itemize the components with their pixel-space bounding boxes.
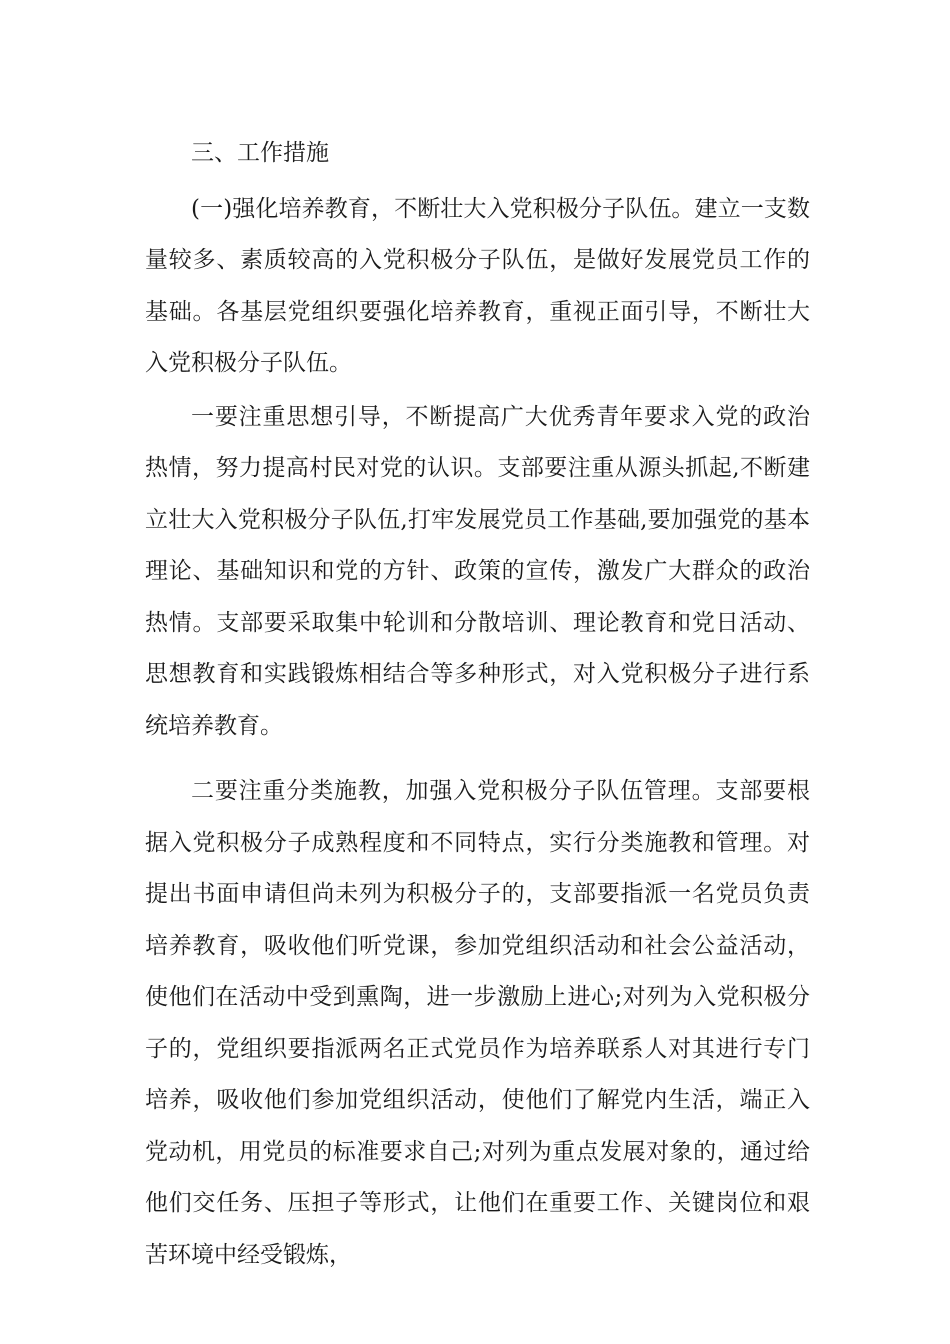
section-heading: 三、工作措施 [191,140,329,166]
paragraph-classified-education: 二要注重分类施教，加强入党积极分子队伍管理。支部要根据入党积极分子成熟程度和不同特点，实行分类施教和管理。对提出书面申请但尚未列为积极分子的，支部要指派一名党员负责培养教育，吸收他们听党课，参加党组织活动和社会公益活动，使他们在活动中受到熏陶，进一步激励上进心;对列为入党积极分子的，党组织要指派两名正式党员作为培养联系人对其进行专门培养，吸收他们参加党组织活动，使他们了解党内生活，端正入党动机，用党员的标准要求自己;对列为重点发展对象的，通过给他们交任务、压担子等形式，让他们在重要工作、关键岗位和艰苦环境中经受锻炼， [145,778,810,1268]
document-page [145,128,810,1281]
paragraph-ideological-guidance: 一要注重思想引导，不断提高广大优秀青年要求入党的政治热情，努力提高村民对党的认识。支部要注重从源头抓起,不断建立壮大入党积极分子队伍,打牢发展党员工作基础,要加强党的基本理论、基础知识和党的方针、政策的宣传，激发广大群众的政治热情。支部要采取集中轮训和分散培训、理论教育和党日活动、思想教育和实践锻炼相结合等多种形式，对入党积极分子进行系统培养教育。 [145,403,810,739]
paragraph-measures-intro: (一)强化培养教育，不断壮大入党积极分子队伍。建立一支数量较多、素质较高的入党积极分子队伍，是做好发展党员工作的基础。各基层党组织要强化培养教育，重视正面引导，不断壮大入党积极分子队伍。 [145,195,810,376]
